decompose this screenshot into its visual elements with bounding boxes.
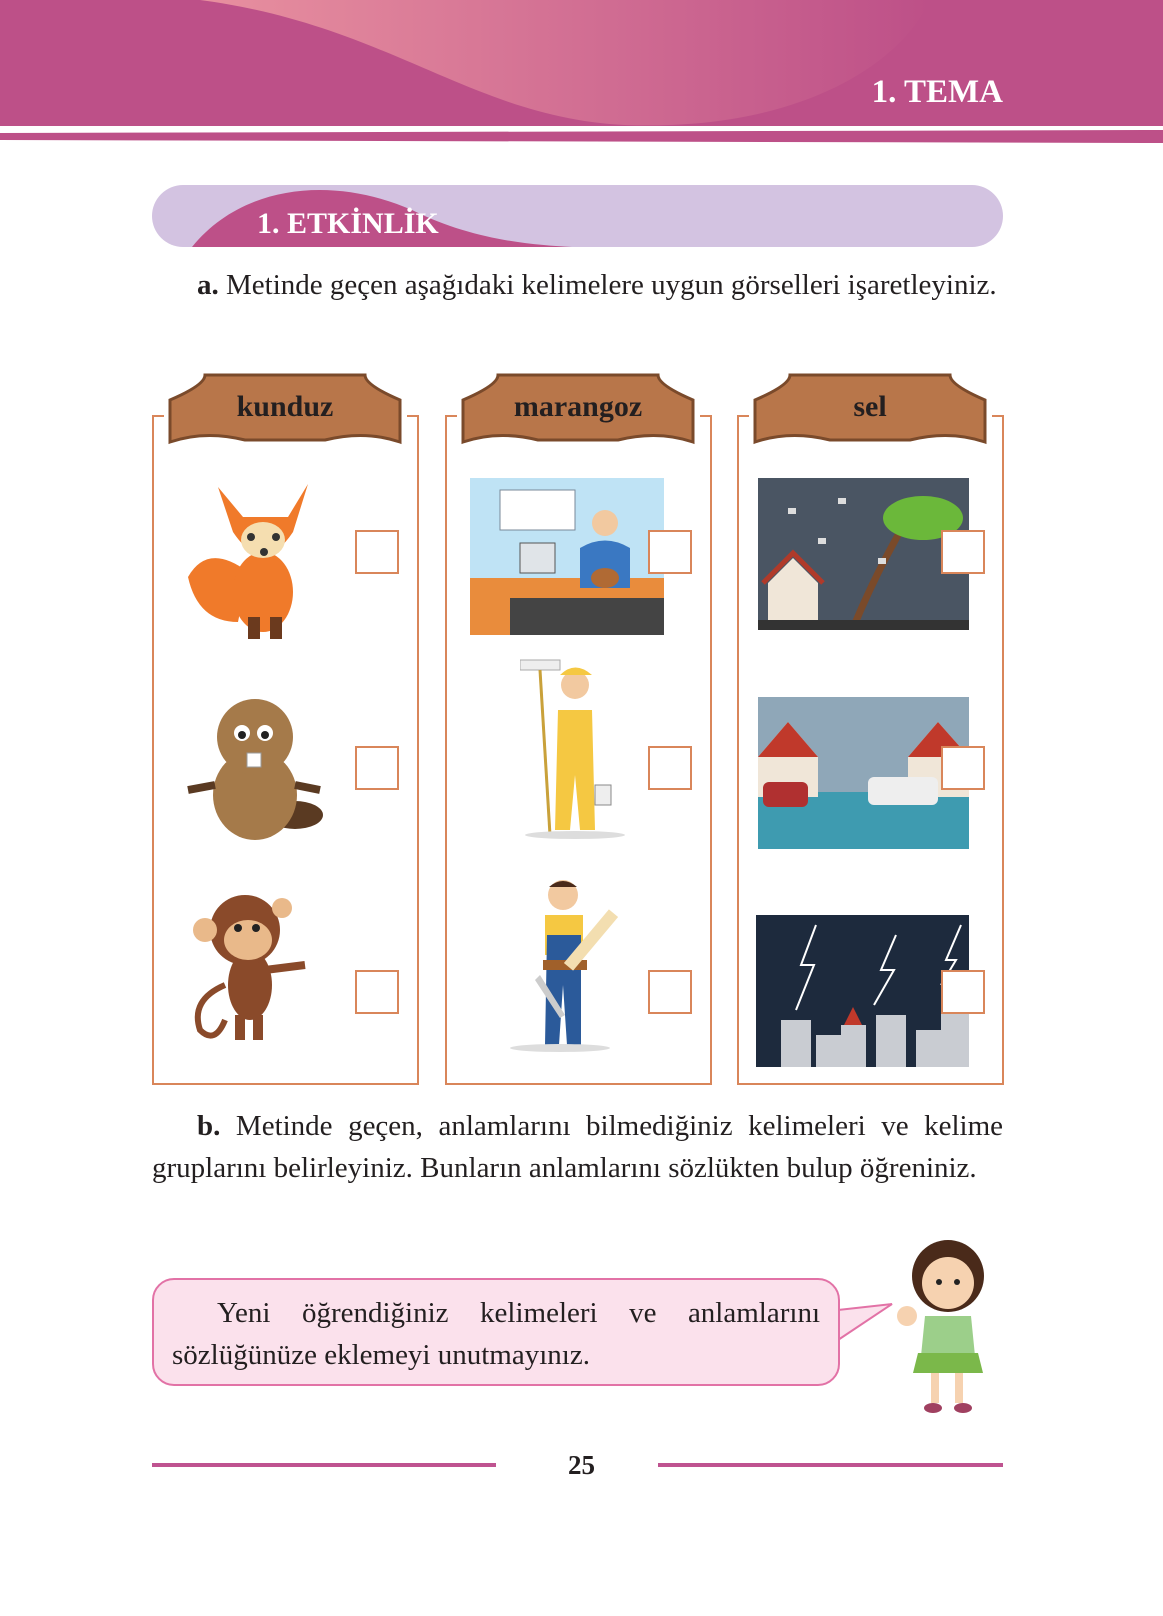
theme-title: 1. TEMA xyxy=(871,74,1003,110)
carpenter-image[interactable] xyxy=(505,875,625,1055)
painter-image[interactable] xyxy=(520,655,630,845)
storm-image[interactable] xyxy=(758,478,969,630)
word-sel: sel xyxy=(853,390,887,423)
monkey-image[interactable] xyxy=(190,890,315,1045)
veterinarian-image[interactable] xyxy=(470,478,664,635)
instruction-a xyxy=(152,264,1003,306)
checkbox-flood[interactable] xyxy=(941,746,985,790)
checkbox-carpenter[interactable] xyxy=(648,970,692,1014)
checkbox-monkey[interactable] xyxy=(355,970,399,1014)
beaver-image[interactable] xyxy=(185,695,325,845)
word-marangoz: marangoz xyxy=(513,390,643,423)
word-sign-sel xyxy=(750,370,990,448)
word-kunduz: kunduz xyxy=(236,390,334,423)
instruction-a-label: a. xyxy=(197,269,219,301)
lightning-image[interactable] xyxy=(756,915,969,1067)
reminder-bubble xyxy=(152,1278,840,1386)
girl-illustration xyxy=(893,1238,993,1418)
checkbox-lightning[interactable] xyxy=(941,970,985,1014)
checkbox-fox[interactable] xyxy=(355,530,399,574)
instruction-b-label: b. xyxy=(197,1110,221,1142)
checkbox-veterinarian[interactable] xyxy=(648,530,692,574)
word-sign-marangoz xyxy=(458,370,698,448)
activity-title: 1. ETKİNLİK xyxy=(257,207,439,240)
fox-image[interactable] xyxy=(178,482,318,642)
speech-bubble-tail xyxy=(836,1300,896,1350)
reminder-text: Yeni öğrendiğiniz kelimeleri ve anlamlarını sözlüğünüze eklemeyi unutmayınız. xyxy=(172,1297,820,1371)
checkbox-beaver[interactable] xyxy=(355,746,399,790)
checkbox-storm[interactable] xyxy=(941,530,985,574)
checkbox-painter[interactable] xyxy=(648,746,692,790)
page-number: 25 xyxy=(568,1450,595,1480)
instruction-b-text: Metinde geçen, anlamlarını bilmediğiniz kelimeleri ve kelime gruplarını belirleyiniz. Bunların anlamlarını sözlükten bulup öğreniniz. xyxy=(152,1110,1003,1184)
instruction-a-text: Metinde geçen aşağıdaki kelimelere uygun görselleri işaretleyiniz. xyxy=(226,269,997,301)
instruction-b xyxy=(152,1105,1003,1189)
flood-image[interactable] xyxy=(758,697,969,849)
word-sign-kunduz xyxy=(165,370,405,448)
